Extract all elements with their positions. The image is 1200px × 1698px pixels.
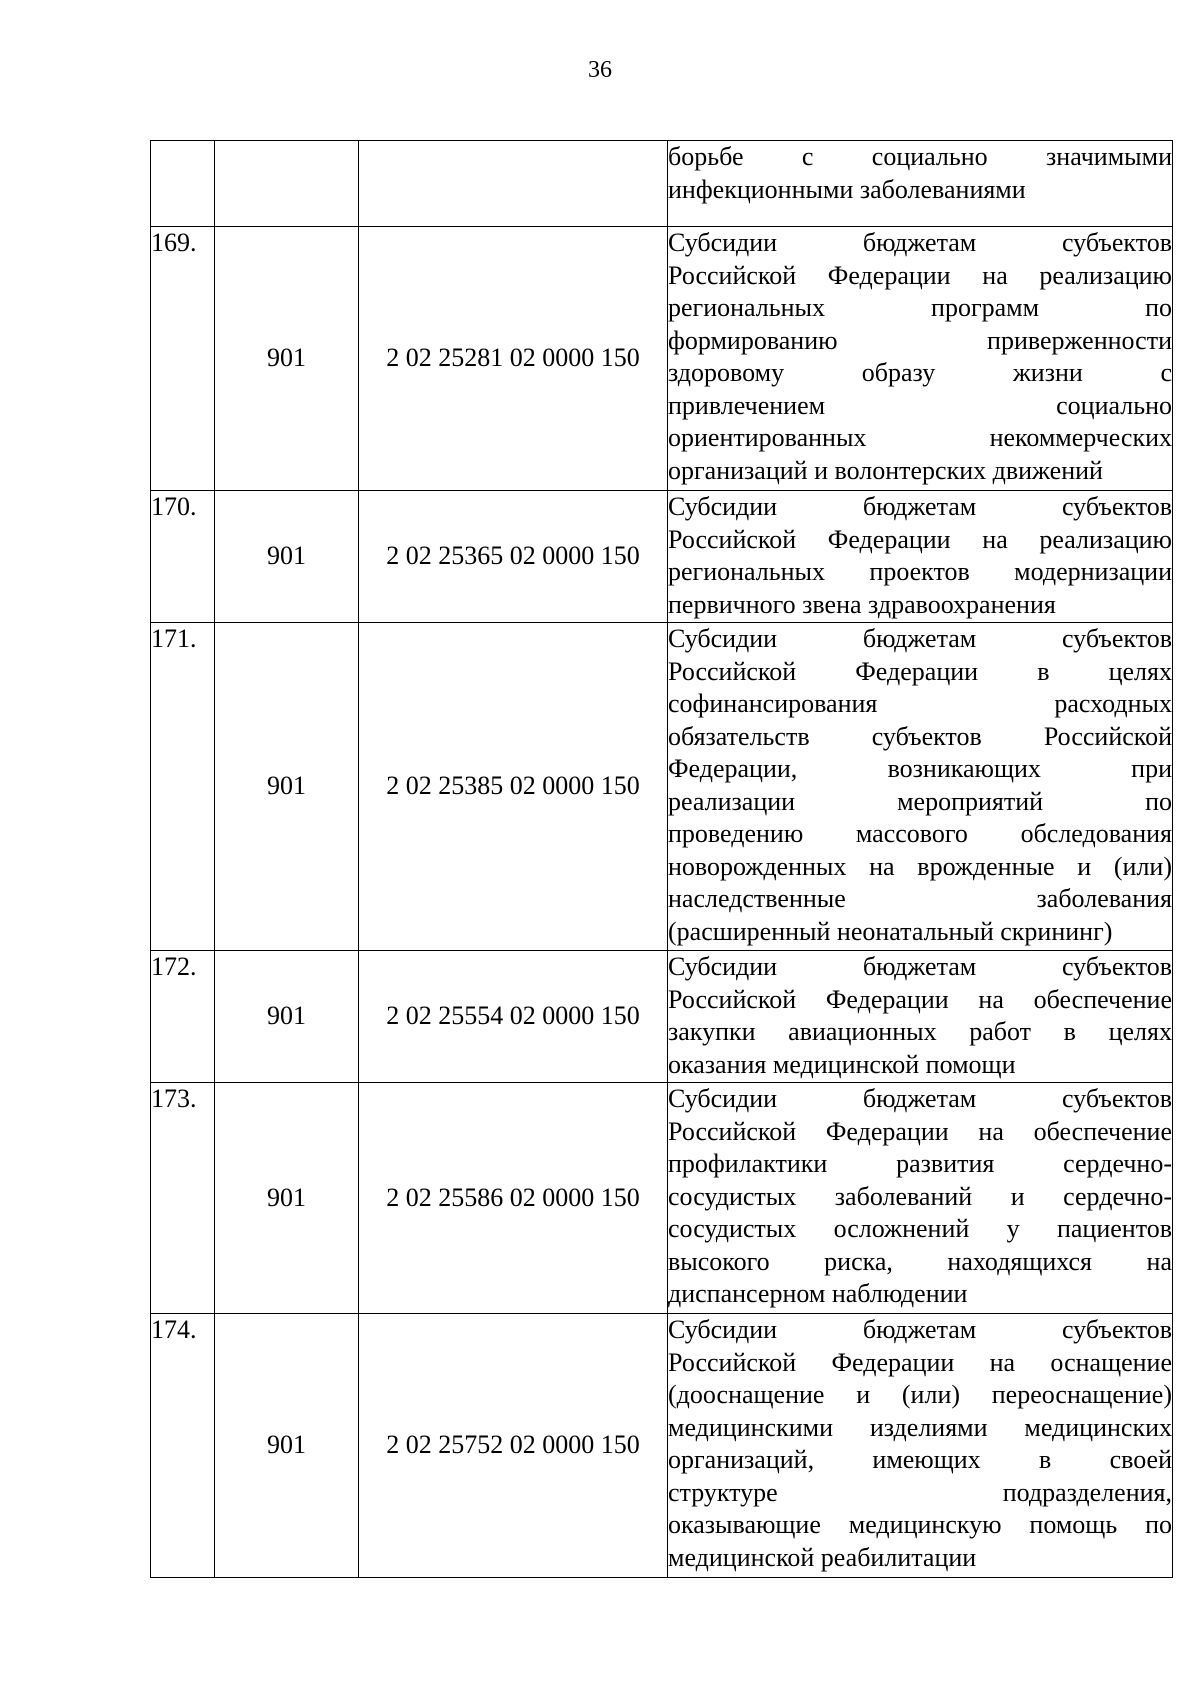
description-line: сосудистых заболеваний и сердечно- — [668, 1181, 1172, 1211]
budget-code: 2 02 25365 02 0000 150 — [359, 491, 668, 623]
description-line: первичного звена здравоохранения — [668, 589, 1056, 619]
page-number: 36 — [588, 57, 612, 83]
description-line: структуре подразделения, — [668, 1477, 1172, 1507]
admin-code: 901 — [215, 227, 359, 491]
table-row — [151, 951, 1173, 1083]
description-line: Российской Федерации на обеспечение — [668, 1116, 1172, 1146]
admin-code: 901 — [215, 951, 359, 1083]
description-line: Федерации, возникающих при — [668, 754, 1172, 783]
row-number: 173. — [151, 1083, 215, 1314]
description-line: ориентированных некоммерческих — [668, 423, 1172, 452]
description — [668, 227, 1173, 491]
table-row — [151, 1083, 1173, 1314]
description-line: высокого риска, находящихся на — [668, 1246, 1172, 1276]
row-number: 174. — [151, 1314, 215, 1578]
description — [668, 491, 1173, 623]
description-line: софинансирования расходных — [668, 689, 1172, 718]
description-line: организаций, имеющих в своей — [668, 1445, 1172, 1474]
description-line: обязательств субъектов Российской — [668, 721, 1172, 751]
budget-code: 2 02 25281 02 0000 150 — [359, 227, 668, 491]
row-number: 172. — [151, 951, 215, 1083]
table-row — [151, 623, 1173, 951]
description-line: наследственные заболевания — [668, 884, 1172, 913]
description-line: Российской Федерации на оснащение — [668, 1347, 1172, 1377]
description — [668, 141, 1173, 227]
description-line: Российской Федерации на реализацию — [668, 524, 1172, 554]
row-number: 170. — [151, 491, 215, 623]
description-line: (расширенный неонатальный скрининг) — [668, 916, 1113, 946]
description-line: оказания медицинской помощи — [668, 1049, 1016, 1079]
table-row — [151, 491, 1173, 623]
description-line: Субсидии бюджетам субъектов — [668, 1315, 1172, 1344]
description — [668, 1314, 1173, 1578]
description — [668, 1083, 1173, 1314]
description-line: Субсидии бюджетам субъектов — [668, 952, 1172, 981]
description-line: медицинской реабилитации — [668, 1542, 977, 1572]
description-line: закупки авиационных работ в целях — [668, 1017, 1172, 1046]
description-line: новорожденных на врожденные и (или) — [668, 851, 1172, 881]
row-number — [151, 141, 215, 227]
description-line: Субсидии бюджетам субъектов — [668, 228, 1172, 257]
description-line: профилактики развития сердечно- — [668, 1149, 1172, 1178]
description-line: региональных проектов модернизации — [668, 557, 1172, 586]
table-row — [151, 1314, 1173, 1578]
admin-code: 901 — [215, 491, 359, 623]
budget-code: 2 02 25554 02 0000 150 — [359, 951, 668, 1083]
description-line: медицинскими изделиями медицинских — [668, 1412, 1172, 1442]
admin-code: 901 — [215, 623, 359, 951]
description-line: сосудистых осложнений у пациентов — [668, 1214, 1172, 1243]
description-line: привлечением социально — [668, 390, 1172, 420]
row-number: 169. — [151, 227, 215, 491]
budget-code — [359, 141, 668, 227]
description-line: Российской Федерации на реализацию — [668, 260, 1172, 290]
description-line: Субсидии бюджетам субъектов — [668, 624, 1172, 653]
row-number: 171. — [151, 623, 215, 951]
description-line: Субсидии бюджетам субъектов — [668, 492, 1172, 521]
description-line: (дооснащение и (или) переоснащение) — [668, 1380, 1172, 1409]
description-line: Российской Федерации на обеспечение — [668, 984, 1172, 1014]
description-line: проведению массового обследования — [668, 819, 1172, 848]
description-line: здоровому образу жизни с — [668, 358, 1172, 387]
budget-table — [150, 140, 1173, 1578]
description-line: оказывающие медицинскую помощь по — [668, 1510, 1172, 1539]
table-row — [151, 227, 1173, 491]
admin-code: 901 — [215, 1314, 359, 1578]
budget-code: 2 02 25752 02 0000 150 — [359, 1314, 668, 1578]
description-line: диспансерном наблюдении — [668, 1279, 968, 1308]
description-line: формированию приверженности — [668, 325, 1172, 355]
table-row — [151, 141, 1173, 227]
description-line: Субсидии бюджетам субъектов — [668, 1084, 1172, 1113]
description-line: Российской Федерации в целях — [668, 656, 1172, 686]
table-body — [151, 141, 1173, 1578]
description-line: борьбе с социально значимыми — [668, 142, 1172, 171]
description-line: организаций и волонтерских движений — [668, 455, 1103, 485]
description — [668, 623, 1173, 951]
admin-code — [215, 141, 359, 227]
description-line: реализации мероприятий по — [668, 786, 1172, 816]
description — [668, 951, 1173, 1083]
description-line: инфекционными заболеваниями — [668, 174, 1026, 204]
description-line: региональных программ по — [668, 293, 1172, 322]
admin-code: 901 — [215, 1083, 359, 1314]
budget-code: 2 02 25586 02 0000 150 — [359, 1083, 668, 1314]
budget-code: 2 02 25385 02 0000 150 — [359, 623, 668, 951]
